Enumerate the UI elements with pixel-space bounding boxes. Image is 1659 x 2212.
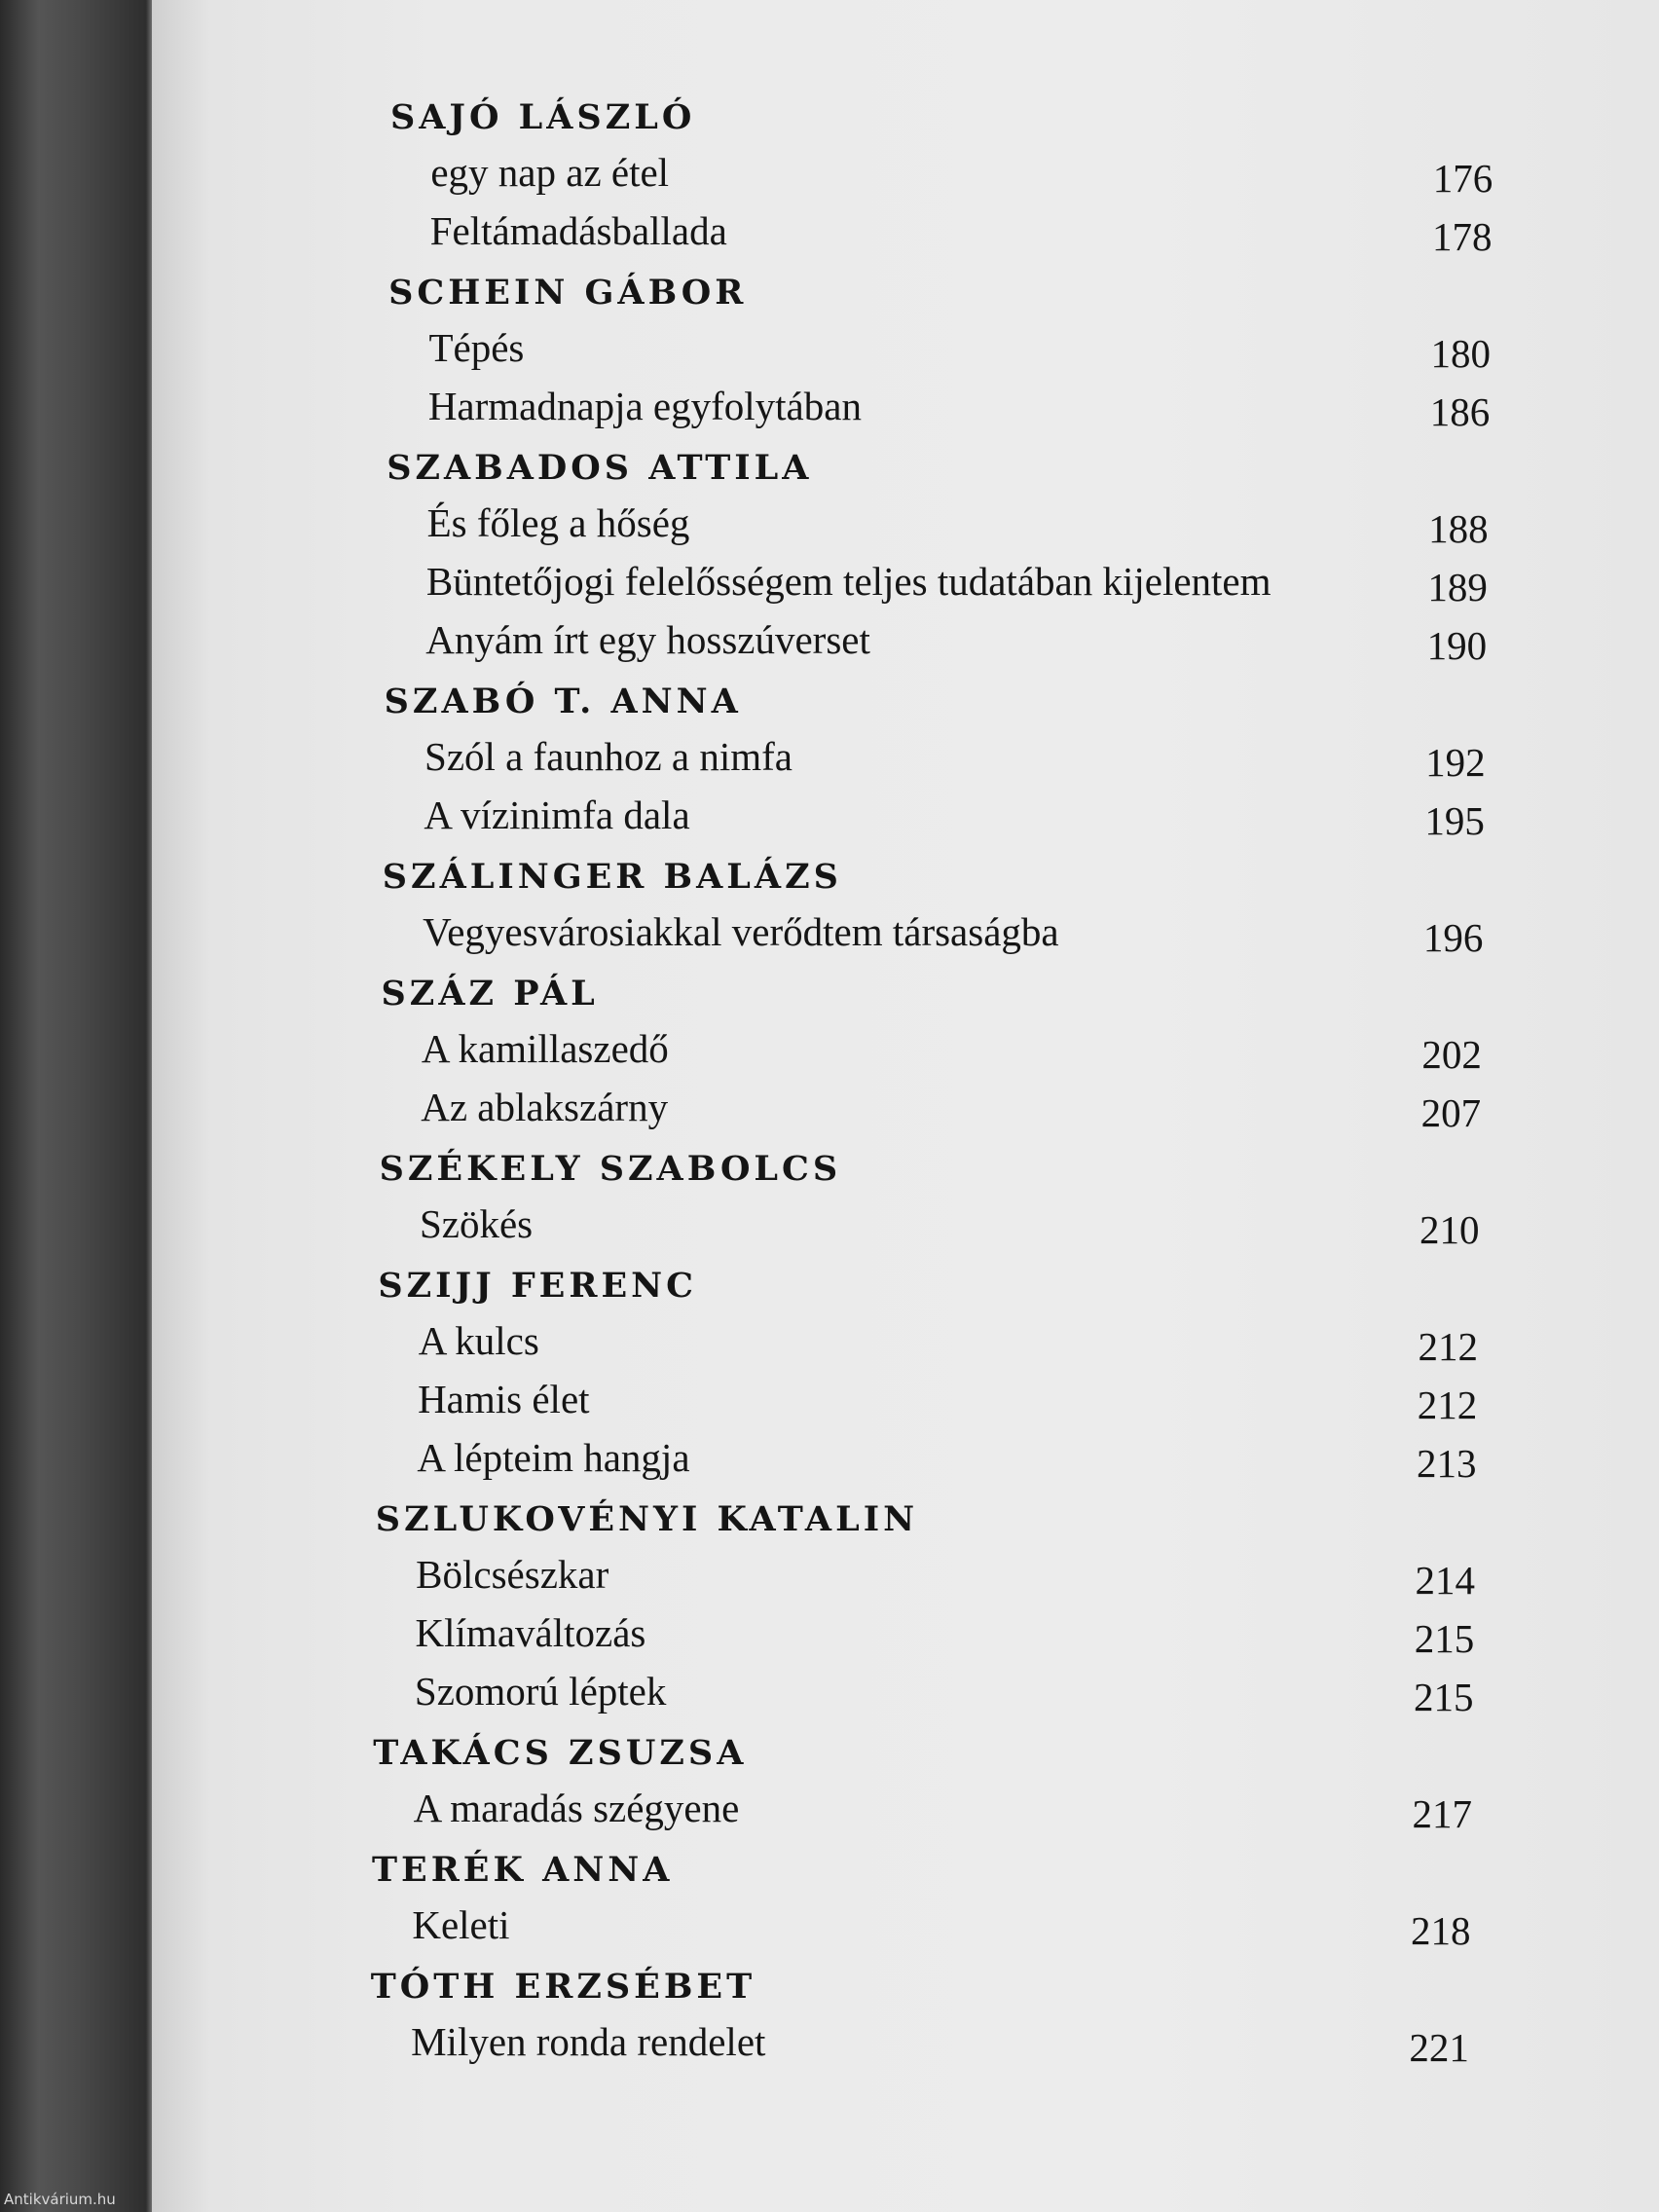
toc-page-number: 190 <box>1426 623 1488 668</box>
book-page <box>152 0 1659 2212</box>
toc-author: SZLUKOVÉNYI KATALIN <box>375 1499 919 1539</box>
toc-poem-title: Szökés <box>419 1201 534 1246</box>
toc-author: TERÉK ANNA <box>372 1850 674 1890</box>
toc-author: TÓTH ERZSÉBET <box>370 1967 756 2007</box>
toc-page-number: 218 <box>1410 1908 1471 1953</box>
book-spine <box>0 0 156 2212</box>
toc-poem-title: Szomorú léptek <box>414 1669 667 1714</box>
toc-page-number: 180 <box>1430 331 1491 376</box>
toc-poem-title: És főleg a hőség <box>426 500 690 545</box>
toc-author: SZÁLINGER BALÁZS <box>382 857 842 897</box>
toc-page-number: 207 <box>1420 1090 1482 1135</box>
toc-page-number: 213 <box>1417 1441 1477 1486</box>
toc-poem-title: Büntetőjogi felelősségem teljes tudatában kijelentem <box>425 559 1272 604</box>
toc-poem-title: Keleti <box>412 1902 510 1947</box>
toc-page-number: 189 <box>1427 565 1488 609</box>
toc-author: TAKÁCS ZSUZSA <box>373 1733 748 1773</box>
toc-poem-title: egy nap az étel <box>430 150 670 195</box>
toc-author: SZABÓ T. ANNA <box>384 682 742 721</box>
toc-page-number: 186 <box>1429 389 1491 434</box>
toc-poem-title: A kamillaszedő <box>421 1026 669 1071</box>
toc-page-number: 215 <box>1414 1616 1475 1661</box>
toc-page-number: 188 <box>1428 506 1489 551</box>
toc-poem-title: Anyám írt egy hosszúverset <box>425 617 870 662</box>
table-of-contents <box>152 0 1659 2212</box>
toc-poem-title: Tépés <box>428 325 525 370</box>
toc-page-number: 202 <box>1421 1032 1482 1077</box>
toc-author: SZÉKELY SZABOLCS <box>379 1149 842 1189</box>
toc-page-number: 176 <box>1432 156 1493 201</box>
toc-page-number: 192 <box>1425 740 1486 785</box>
toc-poem-title: Hamis élet <box>418 1377 590 1421</box>
toc-page-number: 221 <box>1409 2025 1469 2070</box>
toc-poem-title: Klímaváltozás <box>415 1610 646 1655</box>
toc-poem-title: A maradás szégyene <box>413 1786 740 1830</box>
toc-author: SAJÓ LÁSZLÓ <box>390 97 696 137</box>
toc-poem-title: A vízinimfa dala <box>424 793 690 837</box>
toc-page-number: 210 <box>1419 1207 1480 1252</box>
toc-poem-title: Milyen ronda rendelet <box>411 2019 766 2064</box>
toc-page-number: 214 <box>1415 1558 1475 1603</box>
toc-page-number: 212 <box>1418 1324 1479 1369</box>
toc-poem-title: Az ablakszárny <box>421 1085 669 1129</box>
toc-page-number: 195 <box>1424 798 1485 843</box>
toc-poem-title: Harmadnapja egyfolytában <box>427 384 862 428</box>
toc-page-number: 196 <box>1422 915 1484 960</box>
toc-poem-title: A kulcs <box>418 1318 539 1363</box>
toc-poem-title: Feltámadásballada <box>429 208 727 253</box>
toc-page-number: 178 <box>1431 214 1493 259</box>
toc-author: SZÁZ PÁL <box>381 974 599 1014</box>
toc-poem-title: Vegyesvárosiakkal verődtem társaságba <box>423 909 1059 954</box>
toc-author: SZIJJ FERENC <box>378 1266 697 1306</box>
toc-author: SZABADOS ATTILA <box>387 448 813 488</box>
toc-poem-title: A lépteim hangja <box>417 1435 690 1480</box>
toc-page-number: 212 <box>1417 1382 1478 1427</box>
toc-poem-title: Bölcsészkar <box>416 1552 609 1597</box>
toc-page-number: 217 <box>1412 1791 1472 1836</box>
watermark: Antikvárium.hu <box>4 2191 116 2208</box>
toc-author: SCHEIN GÁBOR <box>388 273 748 313</box>
toc-poem-title: Szól a faunhoz a nimfa <box>424 734 793 779</box>
toc-page-number: 215 <box>1413 1675 1474 1719</box>
